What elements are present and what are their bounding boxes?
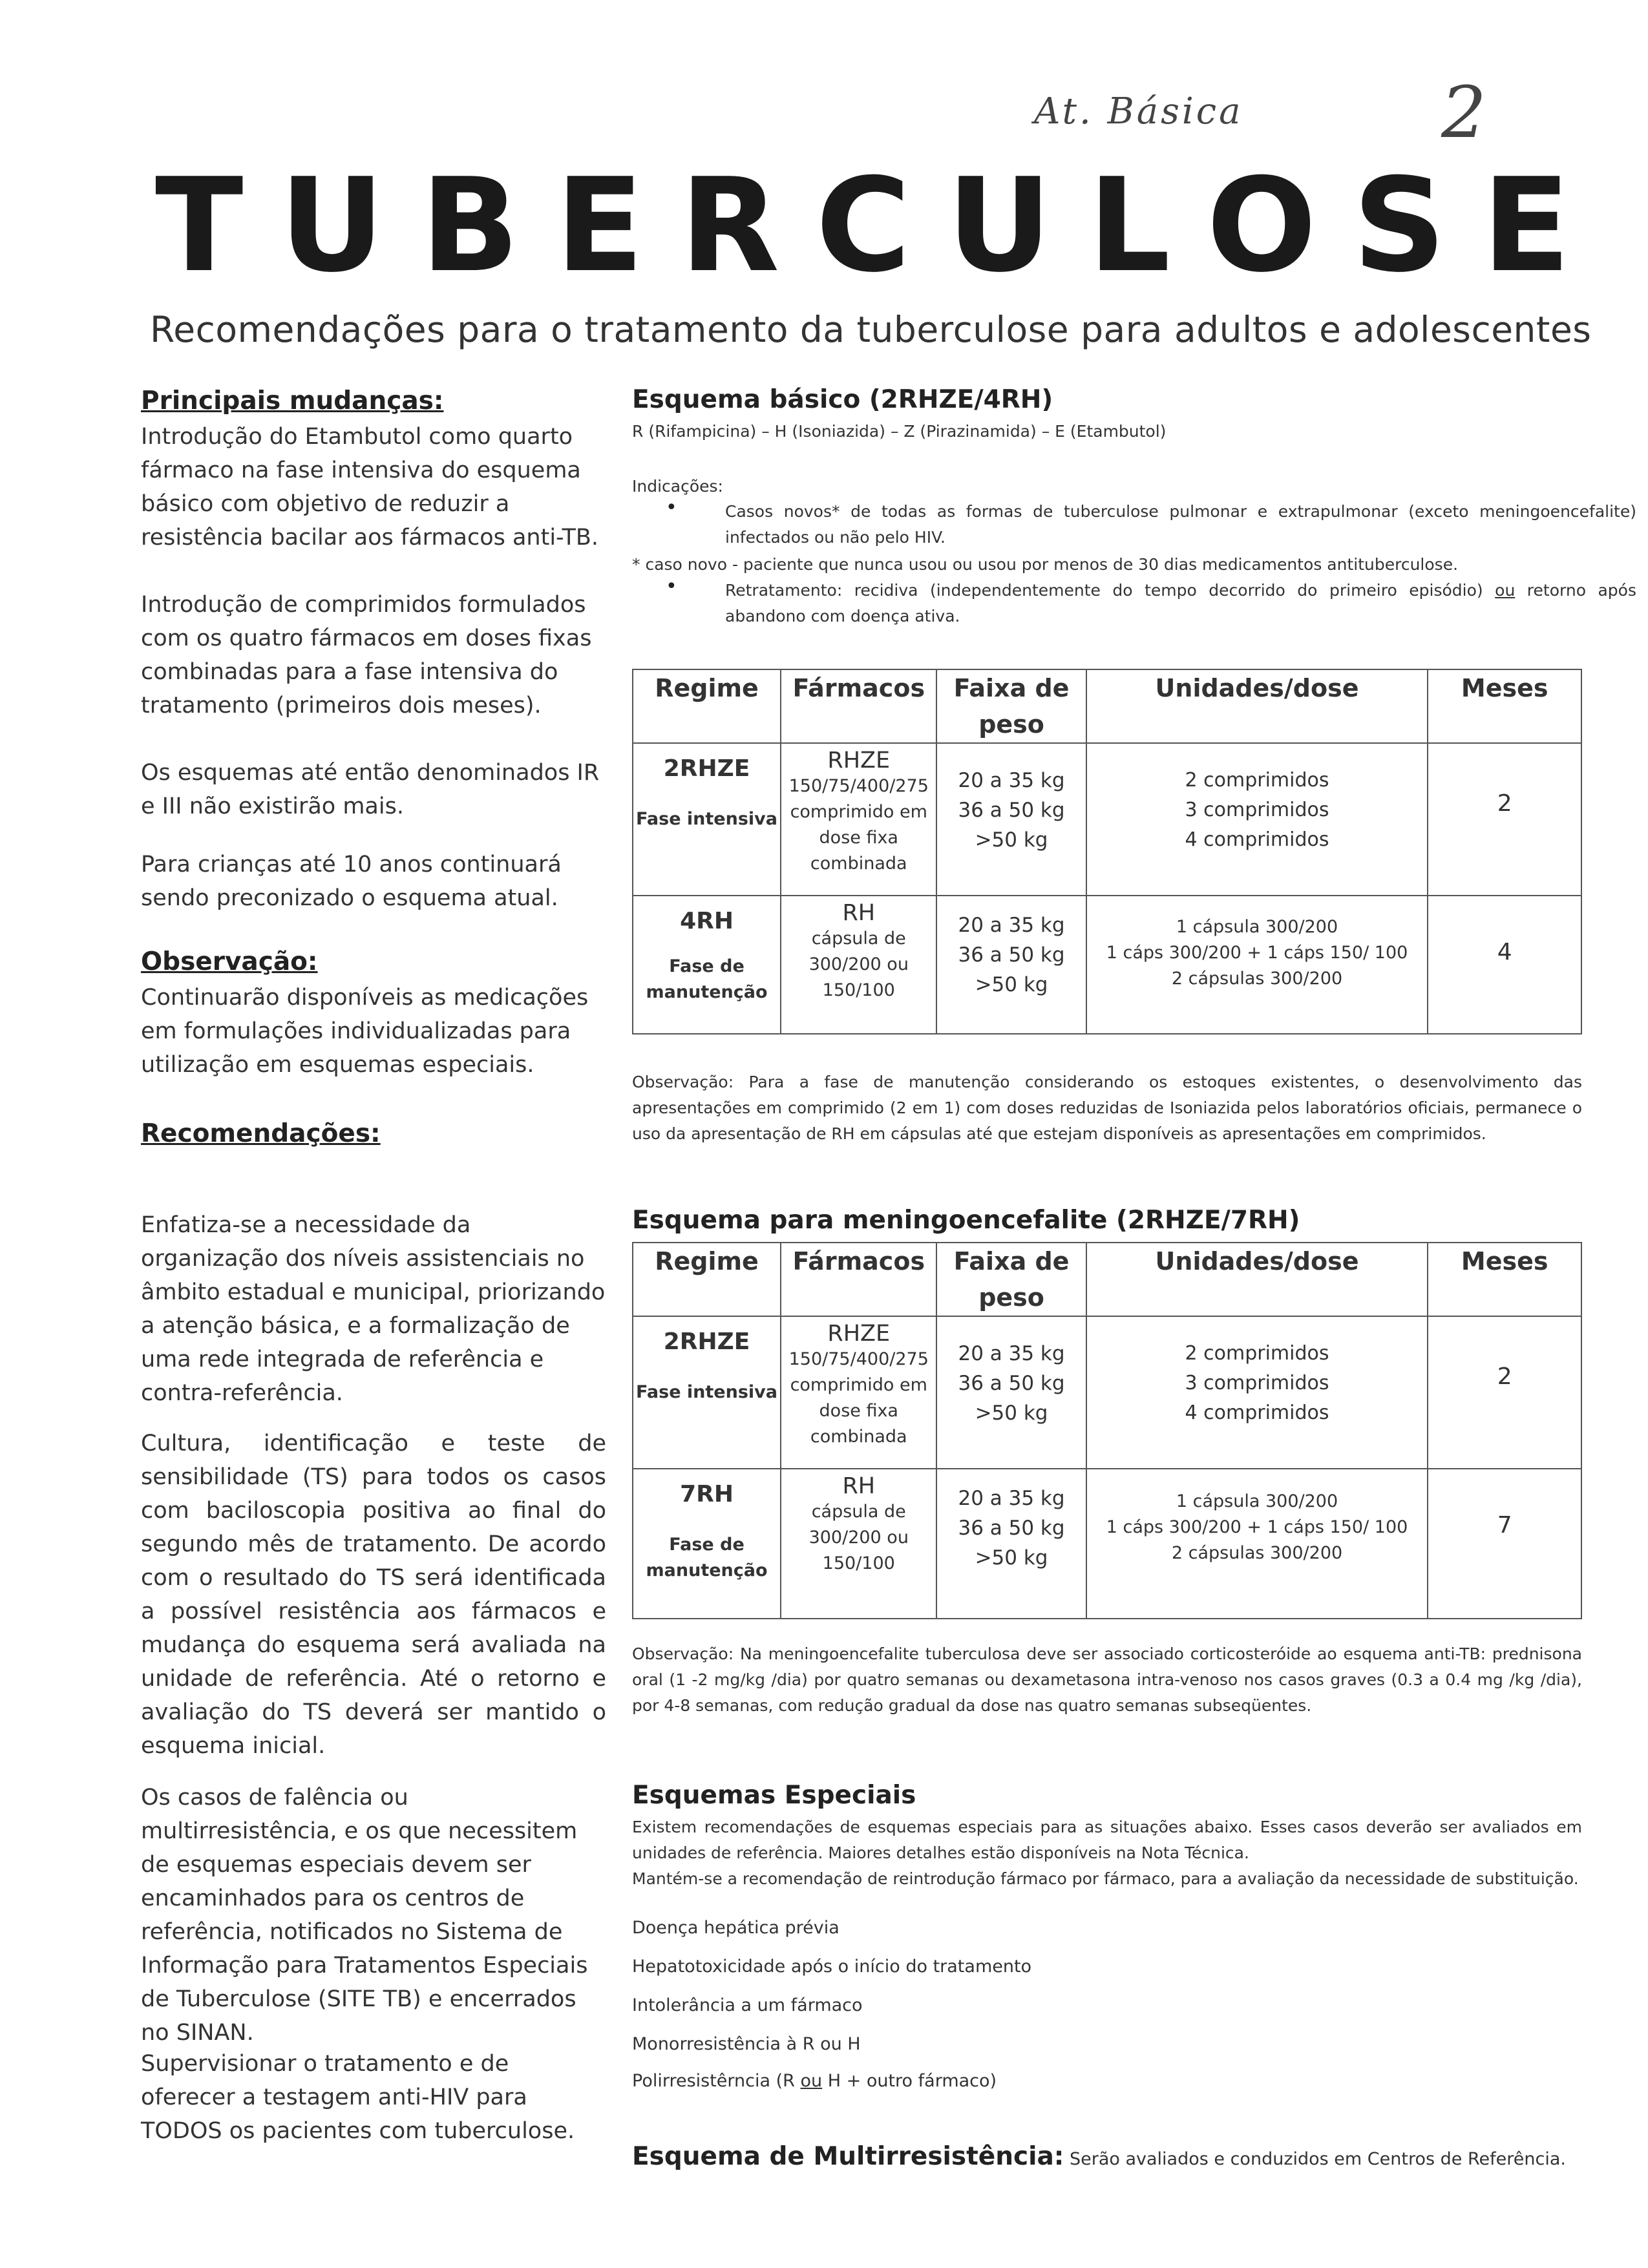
- dose: 4 comprimidos: [1185, 828, 1329, 851]
- weight-range: 36 a 50 kg: [958, 799, 1065, 822]
- mudancas-paragraph-2: Introdução de comprimidos formulados com os quatro fármacos em doses fixas combinadas para a fase intensiva do tratamento (primeiros dois meses).: [141, 592, 592, 719]
- footnote-caso-novo: * caso novo - paciente que nunca usou ou usou por menos de 30 dias medicamentos antituberculose.: [632, 555, 1459, 574]
- title-letter: U: [947, 151, 1052, 301]
- table-row: [633, 1469, 1581, 1619]
- header-faixa-peso: Faixa de peso: [936, 1243, 1086, 1316]
- dose: 2 cápsulas 300/200: [1171, 1543, 1343, 1563]
- indicacoes-label: Indicações:: [632, 477, 723, 496]
- header-unidades-dose: Unidades/dose: [1086, 1243, 1428, 1316]
- handwritten-page-number: 2: [1441, 71, 1486, 154]
- dose: 2 cápsulas 300/200: [1171, 969, 1343, 989]
- especial-item: Polirresistêrncia (R ou H + outro fármaco): [632, 2071, 997, 2091]
- title-letter: E: [1482, 151, 1570, 301]
- especial-item: Monorresistência à R ou H: [632, 2034, 861, 2054]
- page-title: [155, 151, 1570, 301]
- especial-item: Intolerância a um fármaco: [632, 1995, 863, 2015]
- multirresistencia-line: [632, 2142, 1566, 2171]
- title-letter: T: [155, 151, 244, 301]
- drug-name: RH: [842, 1473, 876, 1499]
- drug-detail: cápsula de 300/200 ou 150/100: [808, 929, 909, 1000]
- header-meses: Meses: [1428, 669, 1581, 743]
- especiais-text-2: Mantém-se a recomendação de reintrodução fármaco por fármaco, para a avaliação da necessidade de substituição.: [632, 1869, 1579, 1888]
- esquema-basico-heading: Esquema básico (2RHZE/4RH): [632, 385, 1053, 414]
- table-header-row: [633, 1243, 1581, 1316]
- regime-name: 7RH: [680, 1481, 734, 1507]
- drug-detail: 150/75/400/275 comprimido em dose fixa combinada: [788, 1349, 929, 1447]
- esquema-meningo-table: [632, 1242, 1582, 1619]
- indicacao-casos-novos: Casos novos* de todas as formas de tuberculose pulmonar e extrapulmonar (exceto meningoencefalite) infectados ou não pelo HIV.: [725, 502, 1636, 547]
- regime-phase: Fase intensiva: [636, 1382, 777, 1402]
- multirresistencia-heading: Esquema de Multirresistência:: [632, 2142, 1064, 2171]
- meningo-observacao: Observação: Na meningoencefalite tuberculosa deve ser associado corticosteróide ao esquema anti-TB: prednisona oral (1 -2 mg/kg /dia) por quatro semanas ou dexametasona intra-venoso nos casos graves (0.3 a 0.4 mg /kg /dia), por 4-8 semanas, com redução gradual da dose nas quatro semanas subseqüentes.: [632, 1644, 1582, 1715]
- especiais-heading: Esquemas Especiais: [632, 1781, 916, 1810]
- header-farmacos: Fármacos: [781, 669, 936, 743]
- title-letter: U: [279, 151, 385, 301]
- recomendacao-4: Supervisionar o tratamento e de oferecer a testagem anti-HIV para TODOS os pacientes com tuberculose.: [141, 2051, 575, 2144]
- dose: 1 cápsula 300/200: [1176, 1491, 1338, 1511]
- bullet-icon: •: [666, 496, 677, 519]
- recomendacao-3: Os casos de falência ou multirresistência, e os que necessitem de esquemas especiais devem ser encaminhados para os centros de referência, notificados no Sistema de Informação para Tratamentos Especiais de Tuberculose (SITE TB) e encerrados no SINAN.: [141, 1785, 588, 2046]
- drug-detail: cápsula de 300/200 ou 150/100: [808, 1502, 909, 1573]
- title-letter: C: [816, 151, 911, 301]
- months-value: 7: [1497, 1512, 1512, 1538]
- dose: 1 cápsula 300/200: [1176, 917, 1338, 937]
- observacao-heading: Observação:: [141, 947, 318, 976]
- header-farmacos: Fármacos: [781, 1243, 936, 1316]
- months-value: 4: [1497, 939, 1512, 965]
- mudancas-heading: Principais mudanças:: [141, 386, 444, 415]
- dose: 4 comprimidos: [1185, 1402, 1329, 1424]
- indicacao-retratamento: Retratamento: recidiva (independentemente do tempo decorrido do primeiro episódio) ou retorno após abandono com doença ativa.: [725, 581, 1636, 625]
- title-letter: B: [420, 151, 520, 301]
- drug-name: RHZE: [827, 748, 891, 773]
- months-value: 2: [1497, 790, 1512, 817]
- regime-phase: Fase intensiva: [636, 809, 777, 829]
- bullet-icon: •: [666, 575, 677, 598]
- handwritten-note: At. Básica: [1034, 90, 1243, 132]
- weight-range: >50 kg: [975, 828, 1048, 852]
- months-value: 2: [1497, 1363, 1512, 1390]
- observacao-paragraph: Continuarão disponíveis as medicações em formulações individualizadas para utilização em esquemas especiais.: [141, 985, 589, 1078]
- title-letter: O: [1207, 151, 1317, 301]
- weight-range: 20 a 35 kg: [958, 914, 1065, 937]
- drug-detail: 150/75/400/275 comprimido em dose fixa combinada: [788, 776, 929, 874]
- weight-range: >50 kg: [975, 1546, 1048, 1570]
- regime-phase: Fase de manutenção: [646, 956, 768, 1002]
- recomendacao-1: Enfatiza-se a necessidade da organização dos níveis assistenciais no âmbito estadual e municipal, priorizando a atenção básica, e a formalização de uma rede integrada de referência e contra-referência.: [141, 1212, 606, 1406]
- esquema-basico-table: [632, 669, 1582, 1034]
- table-row: [633, 896, 1581, 1034]
- regime-name: 2RHZE: [663, 1328, 750, 1355]
- dose: 1 cáps 300/200 + 1 cáps 150/ 100: [1106, 1517, 1408, 1537]
- header-regime: Regime: [633, 1243, 781, 1316]
- weight-range: 36 a 50 kg: [958, 1372, 1065, 1395]
- header-unidades-dose: Unidades/dose: [1086, 669, 1428, 743]
- weight-range: >50 kg: [975, 973, 1048, 996]
- dose: 2 comprimidos: [1185, 1342, 1329, 1365]
- regime-phase: Fase de manutenção: [646, 1535, 768, 1580]
- weight-range: 20 a 35 kg: [958, 769, 1065, 792]
- recomendacoes-heading: Recomendações:: [141, 1119, 381, 1148]
- regime-name: 2RHZE: [663, 755, 750, 782]
- title-letter: R: [680, 151, 780, 301]
- especial-item: Doença hepática prévia: [632, 1918, 840, 1938]
- table-row: [633, 1316, 1581, 1469]
- dose: 2 comprimidos: [1185, 769, 1329, 792]
- weight-range: 20 a 35 kg: [958, 1487, 1065, 1510]
- page-subtitle: Recomendações para o tratamento da tuberculose para adultos e adolescentes: [150, 309, 1592, 350]
- header-faixa-peso: Faixa de peso: [936, 669, 1086, 743]
- multirresistencia-text: Serão avaliados e conduzidos em Centros de Referência.: [1064, 2149, 1566, 2169]
- especiais-text-1: Existem recomendações de esquemas especiais para as situações abaixo. Esses casos deverão ser avaliados em unidades de referência. Maiores detalhes estão disponíveis na Nota Técnica.: [632, 1818, 1582, 1862]
- drug-name: RH: [842, 900, 876, 926]
- weight-range: >50 kg: [975, 1402, 1048, 1425]
- drugs-legend: R (Rifampicina) – H (Isoniazida) – Z (Pirazinamida) – E (Etambutol): [632, 422, 1167, 441]
- especial-item: Hepatotoxicidade após o início do tratamento: [632, 1957, 1032, 1977]
- weight-range: 20 a 35 kg: [958, 1342, 1065, 1365]
- title-letter: S: [1353, 151, 1446, 301]
- title-letter: L: [1088, 151, 1171, 301]
- weight-range: 36 a 50 kg: [958, 1517, 1065, 1540]
- header-meses: Meses: [1428, 1243, 1581, 1316]
- dose: 3 comprimidos: [1185, 1372, 1329, 1394]
- drug-name: RHZE: [827, 1321, 891, 1347]
- table-row: [633, 743, 1581, 896]
- dose: 3 comprimidos: [1185, 799, 1329, 821]
- table-header-row: [633, 669, 1581, 743]
- meningo-heading: Esquema para meningoencefalite (2RHZE/7RH): [632, 1206, 1300, 1235]
- weight-range: 36 a 50 kg: [958, 943, 1065, 967]
- header-regime: Regime: [633, 669, 781, 743]
- basico-observacao: Observação: Para a fase de manutenção considerando os estoques existentes, o desenvolvimento das apresentações em comprimido (2 em 1) com doses reduzidas de Isoniazida pelos laboratórios oficiais, permanece o uso da apresentação de RH em cápsulas até que estejam disponíveis as apresentações em comprimidos.: [632, 1073, 1582, 1143]
- mudancas-paragraph-4: Para crianças até 10 anos continuará sendo preconizado o esquema atual.: [141, 852, 562, 911]
- mudancas-paragraph-3: Os esquemas até então denominados IR e III não existirão mais.: [141, 760, 600, 819]
- dose: 1 cáps 300/200 + 1 cáps 150/ 100: [1106, 943, 1408, 963]
- recomendacao-2: Cultura, identificação e teste de sensibilidade (TS) para todos os casos com baciloscopia positiva ao final do segundo mês de tratamento. De acordo com o resultado do TS será identificada a possível resistência aos fármacos e mudança do esquema será avaliada na unidade de referência. Até o retorno e avaliação do TS deverá ser mantido o esquema inicial.: [141, 1431, 606, 1759]
- regime-name: 4RH: [680, 908, 734, 934]
- title-letter: E: [555, 151, 644, 301]
- mudancas-paragraph-1: Introdução do Etambutol como quarto fármaco na fase intensiva do esquema básico com objetivo de reduzir a resistência bacilar aos fármacos anti-TB.: [141, 424, 598, 551]
